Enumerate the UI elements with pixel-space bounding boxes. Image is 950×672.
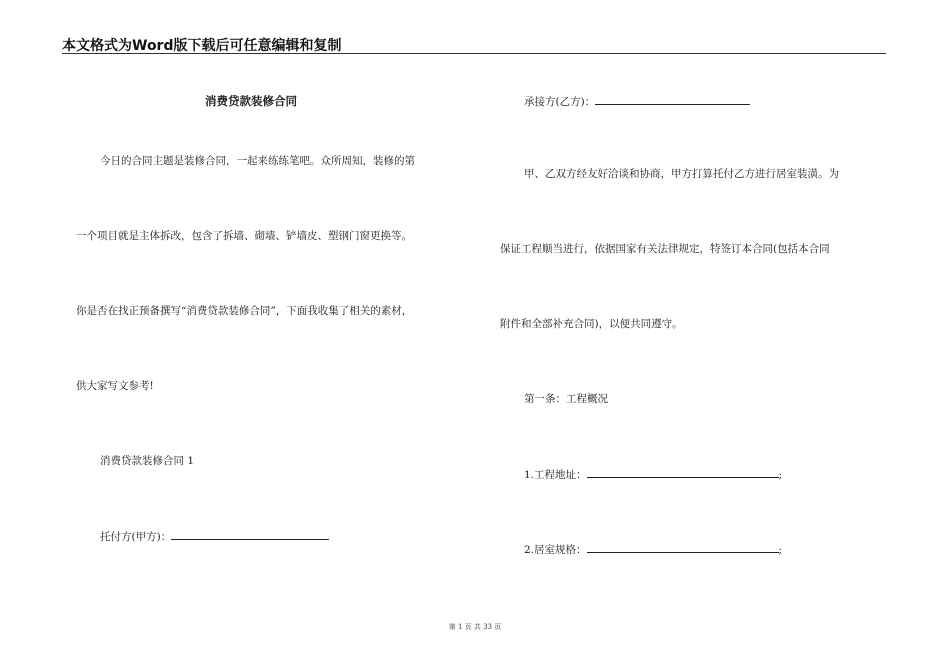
intro-line-1: 今日的合同主题是装修合同，一起来练练笔吧。众所周知，装修的第 [100, 155, 415, 167]
agreement-line-2: 保证工程顺当进行，依据国家有关法律规定，特签订本合同(包括本合同 [500, 243, 830, 255]
item-1-blank [587, 467, 779, 478]
article-1-heading: 第一条：工程概况 [524, 393, 608, 405]
party-b-blank [595, 94, 750, 105]
item-1-end: ; [778, 469, 783, 481]
party-a-row [100, 529, 329, 544]
intro-line-4: 供大家写文参考! [76, 380, 154, 392]
party-b-label: 承接方(乙方)： [524, 96, 596, 108]
agreement-line-3: 附件和全部补充合同)，以便共同遵守。 [500, 318, 683, 330]
document-title: 消费贷款装修合同 [205, 94, 297, 108]
intro-line-2: 一个项目就是主体拆改，包含了拆墙、砌墙、铲墙皮、塑钢门窗更换等。 [76, 230, 412, 242]
page-footer: 第 1 页 共 33 页 [448, 623, 502, 631]
agreement-line-1: 甲、乙双方经友好洽谈和协商，甲方打算托付乙方进行居室装潢。为 [524, 168, 839, 180]
item-2-blank [587, 542, 779, 553]
contract-subtitle: 消费贷款装修合同 1 [100, 455, 195, 467]
header-text: 本文格式为Word版下载后可任意编辑和复制 [62, 38, 342, 54]
item-1-label: 1.工程地址： [524, 469, 587, 481]
party-b-row [524, 94, 750, 109]
party-a-label: 托付方(甲方)： [100, 531, 172, 543]
item-2-label: 2.居室规格： [524, 544, 587, 556]
item-2-end: ; [778, 544, 783, 556]
intro-line-3: 你是否在找正预备撰写“消费贷款装修合同”，下面我收集了相关的素材， [76, 305, 413, 317]
item-2-row [524, 542, 782, 557]
item-1-row [524, 467, 782, 482]
party-a-blank [171, 529, 329, 540]
page-header [62, 35, 886, 54]
